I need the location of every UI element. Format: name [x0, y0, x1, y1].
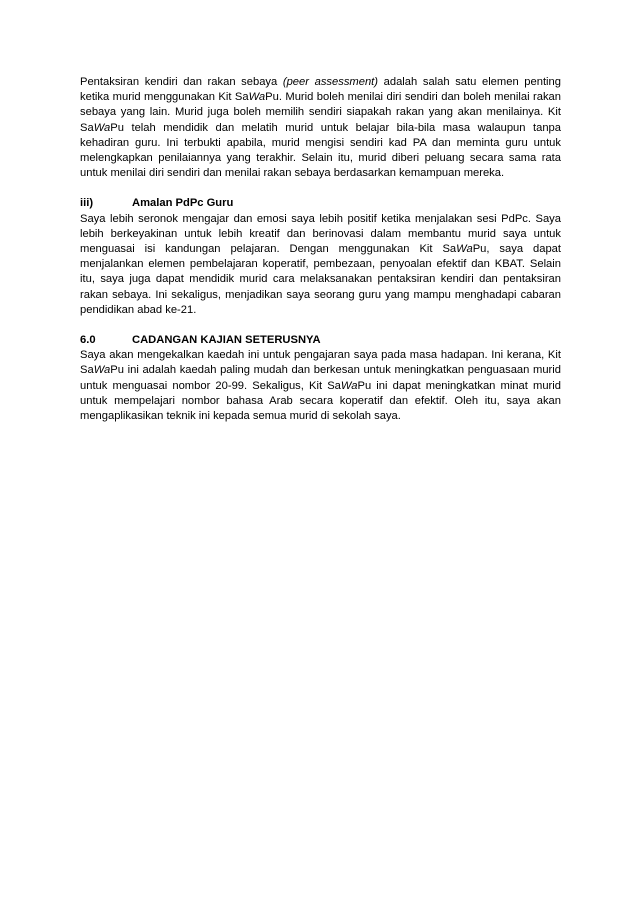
italic-wa: Wa: [93, 121, 111, 134]
document-page: [80, 75, 561, 424]
text-span: Pu ini adalah kaedah paling mudah dan berkesan untuk meningkatkan penguasaan murid untuk menguasai nombor 20-99. Sekaligus, Kit Sa: [80, 364, 561, 392]
paragraph-amalan-pdpc: [80, 212, 561, 318]
section-number: 6.0: [80, 334, 96, 347]
text-span: Saya akan mengekalkan kaedah ini untuk pengajaran saya pada masa hadapan. Ini kerana, Kit Sa: [80, 349, 561, 377]
section-number: iii): [80, 197, 94, 210]
text-span: Pentaksiran kendiri dan rakan sebaya: [80, 76, 283, 88]
paragraph-peer-assessment: [80, 75, 561, 181]
italic-wa: Wa: [340, 379, 358, 392]
spacer: [80, 181, 561, 196]
text-span: Pu telah mendidik dan melatih murid untuk belajar bila-bila masa walaupun tanpa kehadiran guru. Ini terbukti apabila, murid mengisi sendiri kad PA dan meminta guru untuk melengkapkan penilaiannya yang terakhir. Selain itu, murid diberi peluang secara sama rata untuk menilai diri sendiri dan menilai rakan sebaya berdasarkan kemampuan mereka.: [80, 121, 561, 180]
spacer: [80, 318, 561, 333]
italic-term-peer-assessment: (peer assessment): [282, 76, 379, 88]
paragraph-cadangan: [80, 348, 561, 424]
text-span: Saya lebih seronok mengajar dan emosi saya lebih positif ketika menjalakan sesi PdPc. Saya lebih berkeyakinan untuk lebih kreatif dan berinovasi dalam membantu murid saya untuk menguasai isi kandungan pelajaran. Dengan menggunakan Kit Sa: [80, 212, 561, 256]
text-span: adalah salah satu elemen penting ketika murid menggunakan Kit Sa: [80, 76, 561, 104]
section-heading-iii: [80, 196, 561, 211]
italic-wa: Wa: [248, 91, 266, 104]
section-title: CADANGAN KAJIAN SETERUSNYA: [132, 334, 321, 347]
section-heading-6: [80, 333, 561, 348]
text-span: Pu, saya dapat menjalankan elemen pembelajaran koperatif, pembezaan, penyoalan efektif dan KBAT. Selain itu, saya juga dapat mendidik murid cara melaksanakan pentaksiran kendiri dan pentaksiran rakan sebaya. Ini sekaligus, menjadikan saya seorang guru yang mampu menghadapi cabaran pendidikan abad ke-21.: [80, 243, 561, 316]
italic-wa: Wa: [456, 243, 473, 256]
italic-wa: Wa: [93, 364, 111, 377]
text-span: Pu. Murid boleh menilai diri sendiri dan boleh menilai rakan sebaya yang lain. Murid juga boleh memilih sendiri siapakah rakan yang akan menilainya. Kit Sa: [80, 91, 561, 134]
section-title: Amalan PdPc Guru: [132, 197, 234, 210]
text-span: Pu ini dapat meningkatkan minat murid untuk mempelajari nombor bahasa Arab secara koperatif dan efektif. Oleh itu, saya akan mengaplikasikan teknik ini kepada semua murid di sekolah saya.: [80, 379, 561, 423]
